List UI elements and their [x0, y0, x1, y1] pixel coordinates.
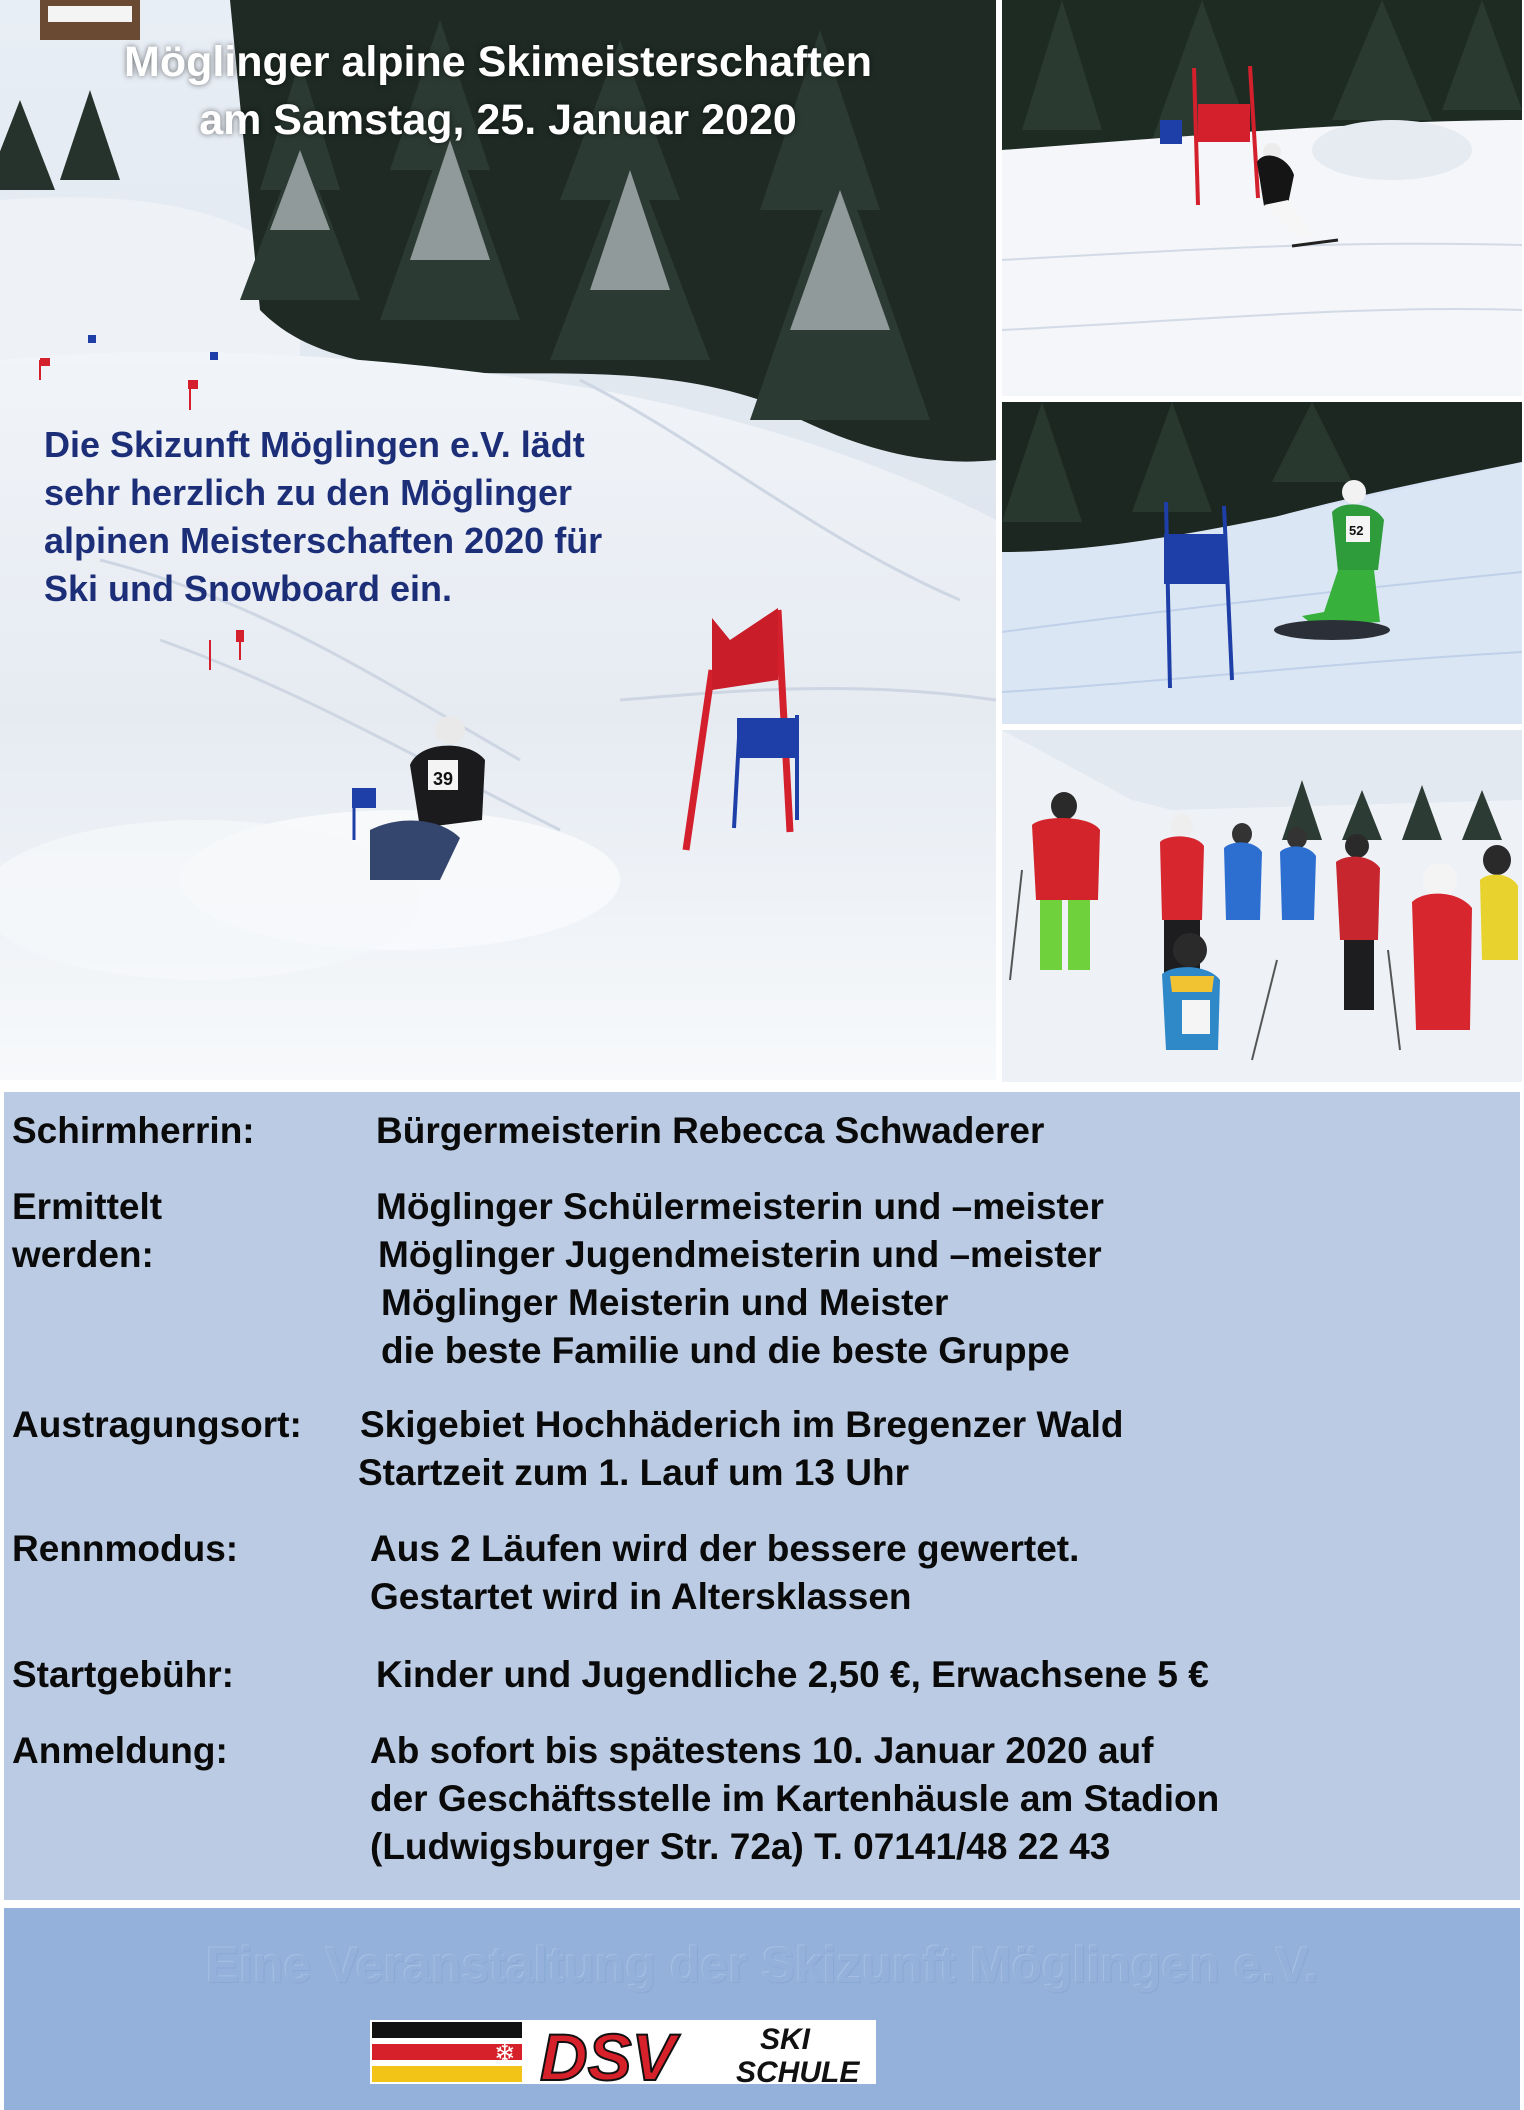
race-mode-value-1: Aus 2 Läufen wird der bessere gewertet.	[370, 1528, 1080, 1569]
svg-text:❄: ❄	[494, 2039, 516, 2069]
registration-value-1: Ab sofort bis spätestens 10. Januar 2020 auf	[370, 1730, 1154, 1771]
determined-value-4: die beste Familie und die beste Gruppe	[381, 1330, 1070, 1371]
fee-label: Startgebühr:	[12, 1654, 234, 1695]
venue-value-1: Skigebiet Hochhäderich im Bregenzer Wald	[360, 1404, 1124, 1445]
registration-label: Anmeldung:	[12, 1730, 228, 1771]
race-mode-value-2: Gestartet wird in Altersklassen	[370, 1576, 912, 1617]
dsv-ski-school-logo	[370, 2016, 876, 2088]
registration-value-3: (Ludwigsburger Str. 72a) T. 07141/48 22 43	[370, 1826, 1111, 1867]
registration-value-2: der Geschäftsstelle im Kartenhäusle am Stadion	[370, 1778, 1220, 1819]
invitation-line-4: Ski und Snowboard ein.	[44, 568, 453, 609]
determined-value-2: Möglinger Jugendmeisterin und –meister	[378, 1234, 1102, 1275]
determined-value-3: Möglinger Meisterin und Meister	[381, 1282, 949, 1323]
skier-red-gate-photo	[1002, 0, 1522, 396]
event-title: Möglinger alpine Skimeisterschaften	[124, 38, 872, 86]
invitation-line-3: alpinen Meisterschaften 2020 für	[44, 520, 603, 561]
determined-label-line2: werden:	[12, 1234, 154, 1275]
invitation-line-1: Die Skizunft Möglingen e.V. lädt	[44, 424, 585, 465]
fee-value: Kinder und Jugendliche 2,50 €, Erwachsene 5 €	[376, 1654, 1209, 1695]
dsv-logo-schule: SCHULE	[736, 2056, 860, 2088]
snowboarder-photo	[1002, 402, 1522, 724]
determined-value-1: Möglinger Schülermeisterin und –meister	[376, 1186, 1104, 1227]
determined-label-line1: Ermittelt	[12, 1186, 163, 1227]
snowboarder-bib-number: 52	[1349, 523, 1364, 538]
skier-bib-number: 39	[433, 769, 454, 789]
venue-label: Austragungsort:	[12, 1404, 302, 1445]
venue-value-2: Startzeit zum 1. Lauf um 13 Uhr	[358, 1452, 909, 1493]
event-details-panel	[4, 1092, 1520, 1900]
race-mode-label: Rennmodus:	[12, 1528, 239, 1569]
dsv-logo-ski: SKI	[760, 2023, 811, 2056]
event-date: am Samstag, 25. Januar 2020	[199, 96, 797, 144]
dsv-logo-mark: DSV	[540, 2020, 676, 2088]
footer-panel	[4, 1908, 1520, 2110]
patron-value: Bürgermeisterin Rebecca Schwaderer	[376, 1110, 1045, 1151]
skier-red-gate-illustration	[1002, 0, 1522, 396]
patron-label: Schirmherrin:	[12, 1110, 255, 1151]
invitation-line-2: sehr herzlich zu den Möglinger	[44, 472, 573, 513]
racer-group-photo	[1002, 730, 1522, 1082]
snowboarder-illustration	[1002, 402, 1522, 724]
organizer-text: Eine Veranstaltung der Skizunft Möglingen e.V.	[205, 1937, 1319, 1993]
racer-group-illustration	[1002, 730, 1522, 1082]
